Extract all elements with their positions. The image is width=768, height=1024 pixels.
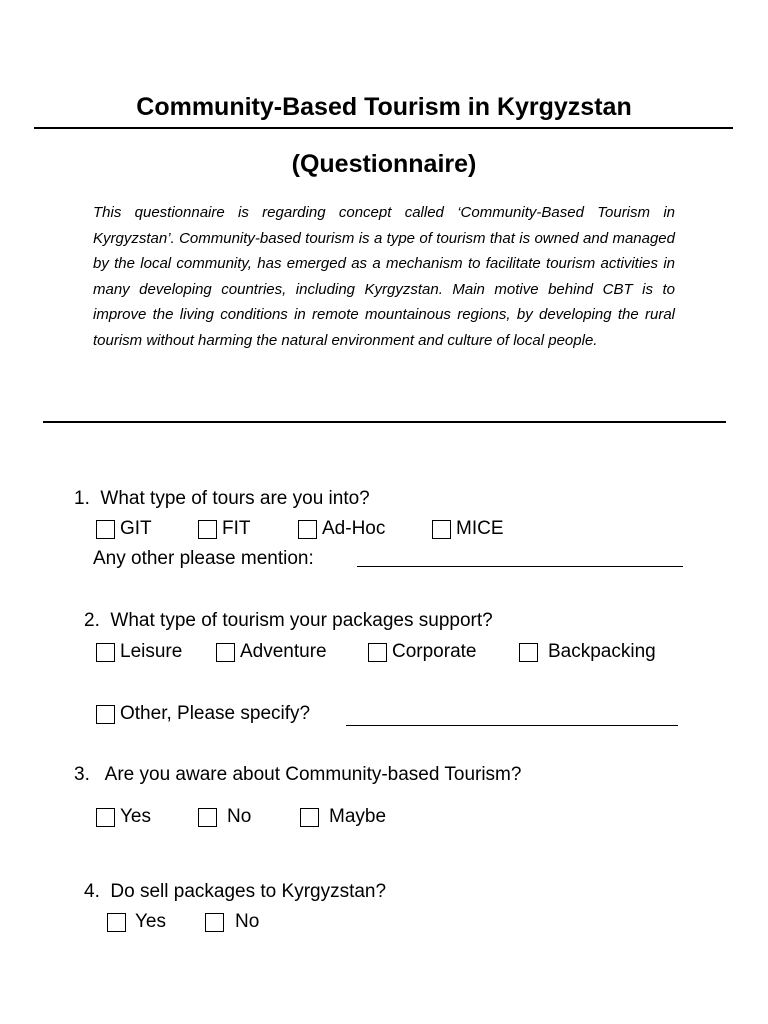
question-2-other-label: Other, Please specify?: [120, 703, 311, 724]
intro-paragraph: This questionnaire is regarding concept called ‘Community-Based Tourism in Kyrgyzstan’. Community-based tourism is a type of tourism that is owned and managed by the local community, has emerged as a mechanism to facilitate tourism activities in many developing countries, including Kyrgyzstan. Main motive behind CBT is to improve the living conditions in remote mountainous regions, by developing the rural tourism without harming the natural environment and culture of local people.: [93, 204, 675, 349]
checkbox[interactable]: [519, 643, 538, 662]
option-label: Yes: [135, 911, 166, 932]
question-1-text: What type of tours are you into?: [100, 488, 370, 509]
option-label: Leisure: [120, 641, 183, 662]
option-adventure[interactable]: [216, 640, 327, 664]
question-1-other-field[interactable]: [357, 566, 683, 567]
question-2-text: What type of tourism your packages support?: [110, 610, 493, 631]
checkbox[interactable]: [198, 808, 217, 827]
option-label: Ad-Hoc: [322, 518, 386, 539]
checkbox[interactable]: [368, 643, 387, 662]
option-label: Maybe: [329, 806, 387, 827]
question-4-text: Do sell packages to Kyrgyzstan?: [110, 881, 387, 902]
question-3-number: 3.: [74, 764, 90, 785]
option-label: No: [235, 911, 260, 932]
checkbox[interactable]: [205, 913, 224, 932]
option-corporate[interactable]: [368, 640, 477, 664]
option-label: MICE: [456, 518, 504, 539]
option-backpacking[interactable]: [519, 640, 656, 664]
question-3: [74, 763, 521, 787]
option-git[interactable]: [96, 517, 152, 541]
question-1: [74, 487, 370, 511]
question-2-number: 2.: [84, 610, 100, 631]
question-1-number: 1.: [74, 488, 90, 509]
option-label: Adventure: [240, 641, 327, 662]
option-no[interactable]: [205, 910, 259, 934]
option-leisure[interactable]: [96, 640, 182, 664]
checkbox[interactable]: [96, 643, 115, 662]
checkbox[interactable]: [96, 520, 115, 539]
option-maybe[interactable]: [300, 805, 386, 829]
question-1-other-label: Any other please mention:: [93, 548, 314, 569]
page-subtitle: (Questionnaire): [291, 150, 477, 178]
option-ad-hoc[interactable]: [298, 517, 385, 541]
page-title: Community-Based Tourism in Kyrgyzstan: [136, 93, 632, 121]
checkbox[interactable]: [432, 520, 451, 539]
checkbox[interactable]: [300, 808, 319, 827]
option-other[interactable]: [96, 702, 310, 726]
option-label: GIT: [120, 518, 152, 539]
checkbox[interactable]: [96, 808, 115, 827]
option-label: FIT: [222, 518, 251, 539]
option-yes[interactable]: [96, 805, 151, 829]
checkbox[interactable]: [198, 520, 217, 539]
option-fit[interactable]: [198, 517, 251, 541]
question-2: [84, 609, 493, 633]
option-label: Backpacking: [548, 641, 656, 662]
question-3-text: Are you aware about Community-based Tourism?: [104, 764, 522, 785]
option-yes[interactable]: [107, 910, 166, 934]
checkbox[interactable]: [216, 643, 235, 662]
option-label: Corporate: [392, 641, 477, 662]
option-label: Yes: [120, 806, 151, 827]
checkbox[interactable]: [298, 520, 317, 539]
question-4-number: 4.: [84, 881, 100, 902]
option-label: No: [227, 806, 252, 827]
title-divider: [34, 127, 733, 129]
question-2-other-field[interactable]: [346, 725, 678, 726]
intro-divider: [43, 421, 726, 423]
checkbox[interactable]: [96, 705, 115, 724]
option-mice[interactable]: [432, 517, 504, 541]
question-4: [84, 880, 386, 904]
checkbox[interactable]: [107, 913, 126, 932]
option-no[interactable]: [198, 805, 251, 829]
